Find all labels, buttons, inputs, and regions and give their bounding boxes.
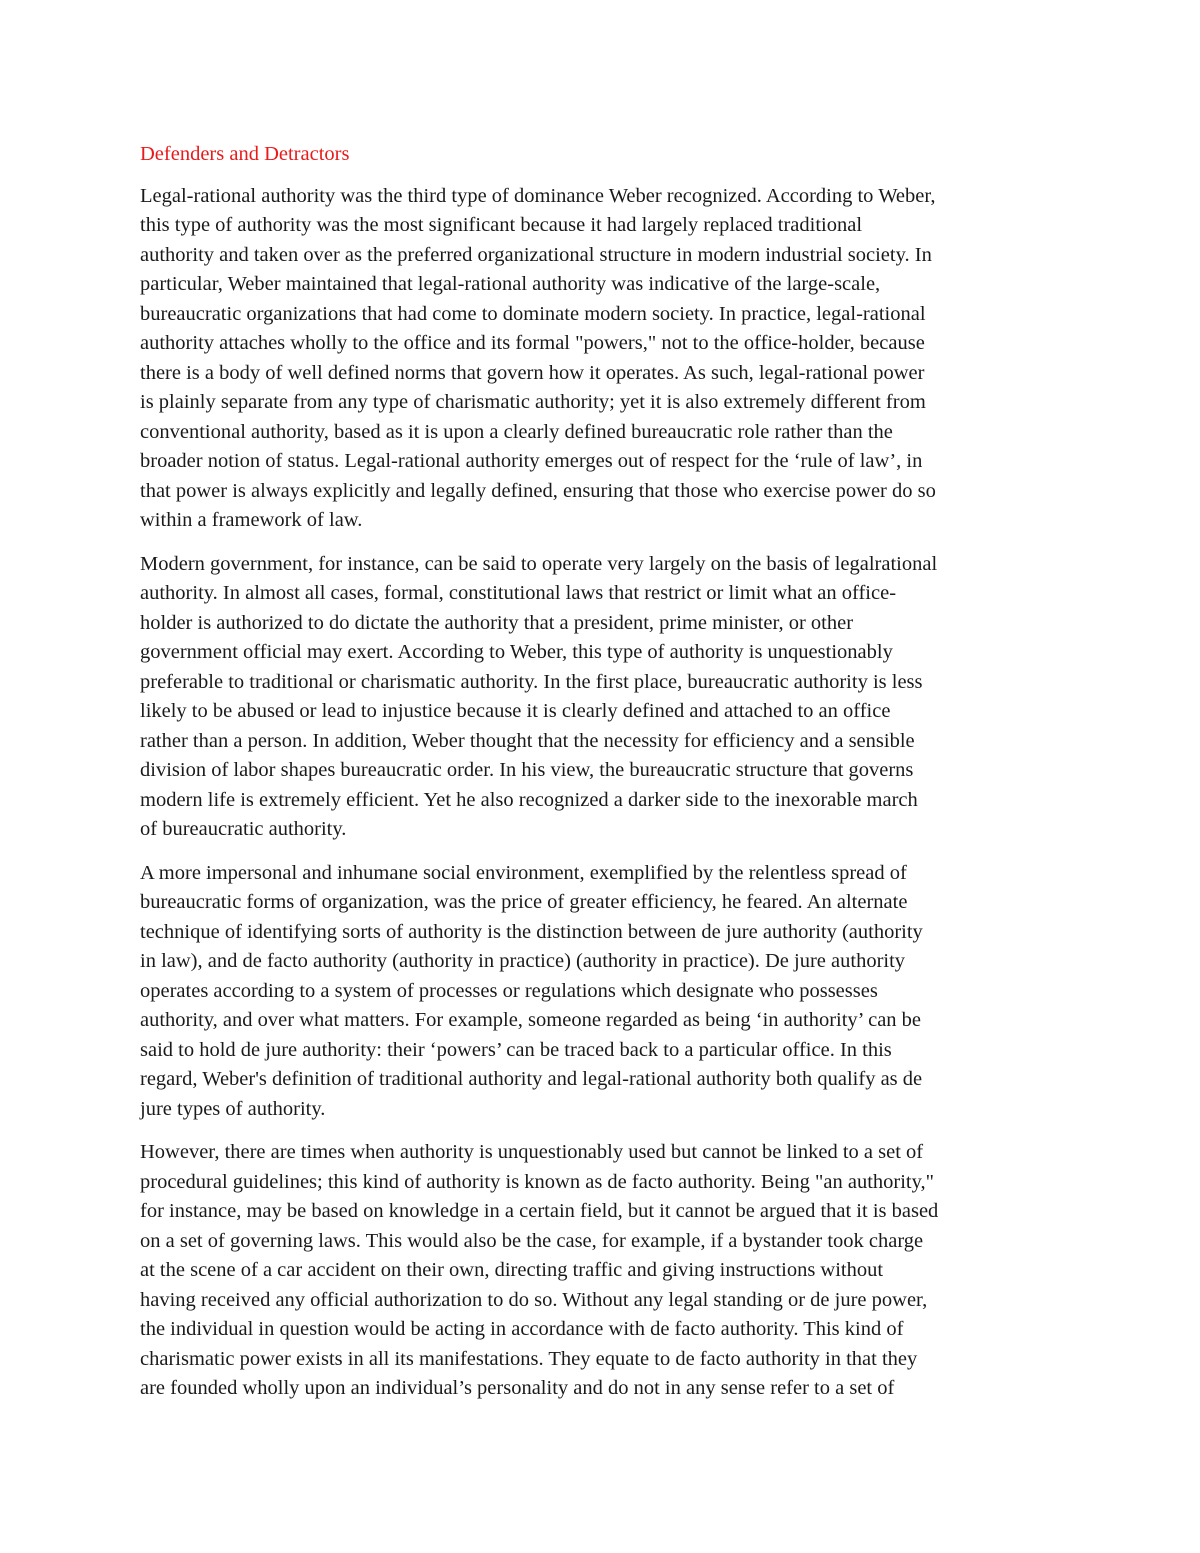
text-line: A more impersonal and inhumane social environment, exemplified by the relentless spread of (140, 861, 907, 884)
text-line: on a set of governing laws. This would also be the case, for example, if a bystander took charge (140, 1229, 924, 1252)
text-line: government official may exert. According to Weber, this type of authority is unquestionably (140, 641, 893, 663)
text-line: charismatic power exists in all its manifestations. They equate to de facto authority in that they (140, 1347, 918, 1370)
text-line: bureaucratic organizations that had come to dominate modern society. In practice, legal-rational (140, 302, 926, 325)
text-line: for instance, may be based on knowledge in a certain field, but it cannot be argued that it is based (140, 1200, 939, 1222)
text-line: are founded wholly upon an individual’s personality and do not in any sense refer to a set of (140, 1377, 895, 1399)
paragraph-container (140, 182, 1065, 1404)
text-line: particular, Weber maintained that legal-rational authority was indicative of the large-scale, (140, 273, 881, 295)
text-line: Legal-rational authority was the third type of dominance Weber recognized. According to Weber, (140, 184, 936, 207)
text-line: regard, Weber's definition of traditional authority and legal-rational authority both qualify as de (140, 1068, 923, 1090)
section-heading: Defenders and Detractors (140, 143, 350, 165)
text-line: broader notion of status. Legal-rational authority emerges out of respect for the ‘rule of law’, in (140, 450, 923, 472)
body-paragraph (140, 182, 1065, 536)
text-line: However, there are times when authority is unquestionably used but cannot be linked to a set of (140, 1141, 924, 1163)
text-line: at the scene of a car accident on their own, directing traffic and giving instructions without (140, 1259, 884, 1281)
body-paragraph (140, 550, 1065, 845)
document-body (140, 140, 1065, 1418)
text-line: bureaucratic forms of organization, was the price of greater efficiency, he feared. An alternate (140, 891, 908, 913)
text-line: preferable to traditional or charismatic authority. In the first place, bureaucratic authority is less (140, 670, 923, 693)
text-line: operates according to a system of processes or regulations which designate who possesses (140, 979, 878, 1002)
text-line: technique of identifying sorts of authority is the distinction between de jure authority (authority (140, 920, 923, 943)
text-line: conventional authority, based as it is upon a clearly defined bureaucratic role rather than the (140, 420, 893, 443)
text-line: holder is authorized to do dictate the authority that a president, prime minister, or other (140, 611, 854, 634)
text-line: division of labor shapes bureaucratic order. In his view, the bureaucratic structure that governs (140, 759, 914, 781)
text-line: Modern government, for instance, can be said to operate very largely on the basis of legalrational (140, 552, 938, 575)
text-line: likely to be abused or lead to injustice because it is clearly defined and attached to an office (140, 700, 891, 722)
text-line: said to hold de jure authority: their ‘powers’ can be traced back to a particular office. In this (140, 1038, 892, 1061)
text-line: within a framework of law. (140, 509, 363, 531)
body-paragraph (140, 1138, 1065, 1404)
text-line: of bureaucratic authority. (140, 818, 347, 840)
text-line: authority and taken over as the preferred organizational structure in modern industrial society. In (140, 243, 932, 266)
text-line: modern life is extremely efficient. Yet he also recognized a darker side to the inexorable march (140, 788, 918, 811)
text-line: the individual in question would be acting in accordance with de facto authority. This kind of (140, 1318, 904, 1340)
text-line: there is a body of well defined norms that govern how it operates. As such, legal-rational power (140, 361, 925, 384)
text-line: is plainly separate from any type of charismatic authority; yet it is also extremely different from (140, 391, 926, 413)
text-line: authority attaches wholly to the office and its formal "powers," not to the office-holder, because (140, 332, 925, 354)
text-line: authority, and over what matters. For example, someone regarded as being ‘in authority’ can be (140, 1009, 922, 1031)
text-line: procedural guidelines; this kind of authority is known as de facto authority. Being "an authority," (140, 1170, 935, 1193)
text-line: authority. In almost all cases, formal, constitutional laws that restrict or limit what an office- (140, 582, 897, 604)
text-line: that power is always explicitly and legally defined, ensuring that those who exercise power do so (140, 479, 936, 502)
text-line: this type of authority was the most significant because it had largely replaced traditional (140, 214, 863, 236)
body-paragraph (140, 859, 1065, 1125)
text-line: jure types of authority. (140, 1097, 326, 1120)
text-line: in law), and de facto authority (authority in practice) (authority in practice). De jure authority (140, 950, 906, 972)
text-line: rather than a person. In addition, Weber thought that the necessity for efficiency and a sensible (140, 729, 915, 752)
text-line: having received any official authorization to do so. Without any legal standing or de jure power, (140, 1288, 928, 1311)
